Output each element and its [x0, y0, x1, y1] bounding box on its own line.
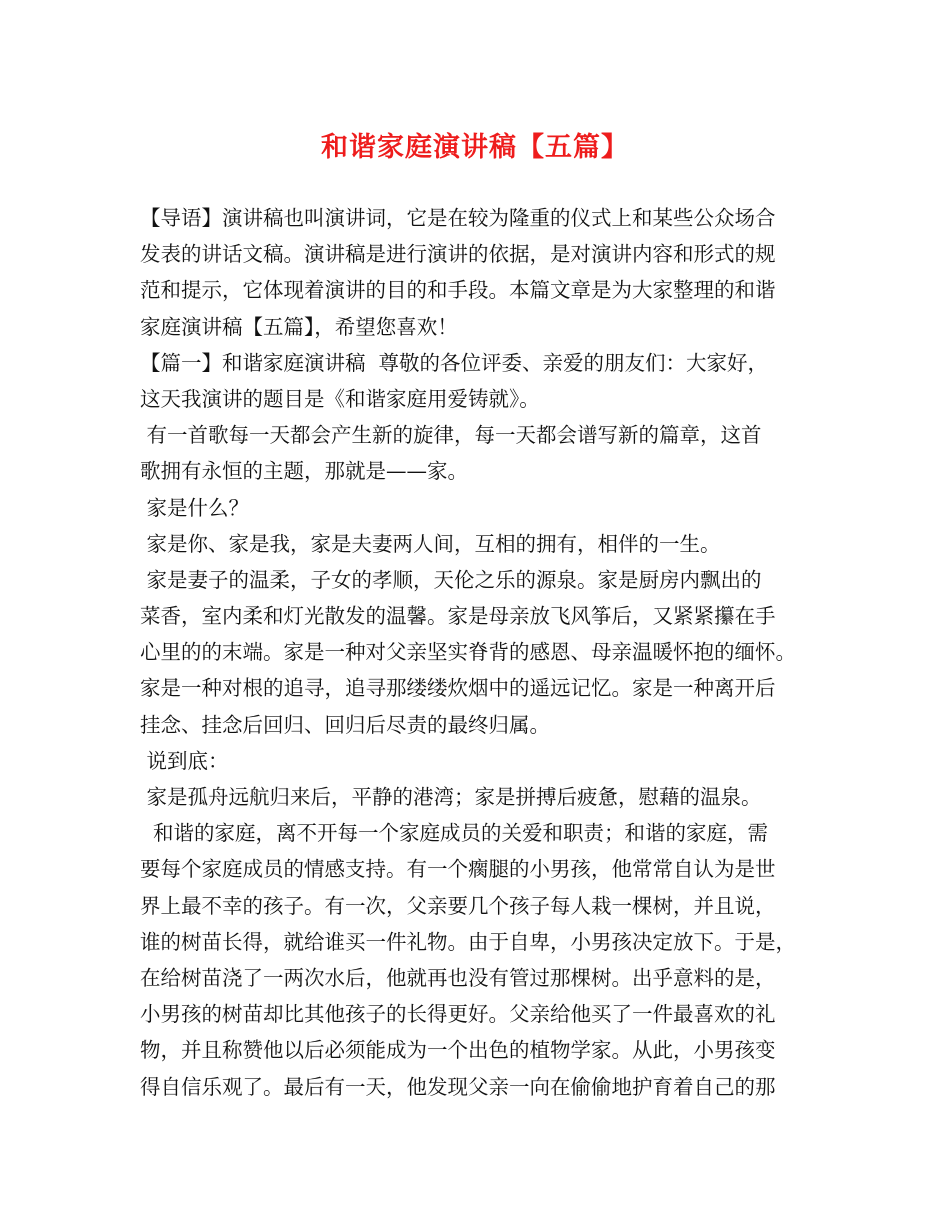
- body-text-line: 【篇一】和谐家庭演讲稿 尊敬的各位评委、亲爱的朋友们：大家好，: [140, 350, 769, 375]
- body-text-line: 家是孤舟远航归来后，平静的港湾；家是拼搏后疲惫，慰藉的温泉。: [140, 785, 762, 809]
- body-text-line: 说到底：: [140, 748, 229, 773]
- body-text-line: 歌拥有永恒的主题，那就是——家。: [140, 459, 468, 484]
- body-text-line: 物，并且称赞他以后必须能成为一个出色的植物学家。从此，小男孩变: [140, 1038, 776, 1063]
- body-text-line: 家是什么？: [140, 495, 250, 520]
- body-text-line: 发表的讲话文稿。演讲稿是进行演讲的依据，是对演讲内容和形式的规: [140, 242, 776, 267]
- body-text-line: 谁的树苗长得，就给谁买一件礼物。由于自卑，小男孩决定放下。于是，: [140, 929, 796, 954]
- body-text-line: 和谐的家庭，离不开每一个家庭成员的关爱和职责；和谐的家庭，需: [140, 821, 769, 846]
- body-text-line: 界上最不幸的孩子。有一次，父亲要几个孩子每人栽一棵树，并且说，: [140, 893, 776, 918]
- body-text-line: 家是一种对根的追寻，追寻那缕缕炊烟中的遥远记忆。家是一种离开后: [140, 676, 776, 701]
- document-title: 和谐家庭演讲稿【五篇】: [321, 132, 629, 163]
- body-text-line: 要每个家庭成员的情感支持。有一个瘸腿的小男孩，他常常自认为是世: [140, 857, 776, 882]
- body-text-line: 菜香，室内柔和灯光散发的温馨。家是母亲放飞风筝后，又紧紧攥在手: [140, 604, 776, 629]
- body-text-line: 家庭演讲稿【五篇】，希望您喜欢！: [140, 314, 458, 339]
- body-text-line: 小男孩的树苗却比其他孩子的长得更好。父亲给他买了一件最喜欢的礼: [140, 1002, 776, 1027]
- body-text-line: 这天我演讲的题目是《和谐家庭用爱铸就》。: [140, 386, 540, 411]
- document-body: [140, 200, 830, 1105]
- body-text-line: 挂念、挂念后回归、回归后尽责的最终归属。: [140, 712, 550, 737]
- body-text-line: 心里的的末端。家是一种对父亲坚实脊背的感恩、母亲温暖怀抱的缅怀。: [140, 640, 796, 665]
- body-text-line: 范和提示，它体现着演讲的目的和手段。本篇文章是为大家整理的和谐: [140, 278, 776, 303]
- body-text-line: 在给树苗浇了一两次水后，他就再也没有管过那棵树。出乎意料的是，: [140, 965, 776, 990]
- body-text-line: 有一首歌每一天都会产生新的旋律，每一天都会谱写新的篇章，这首: [140, 423, 762, 448]
- body-text-line: 【导语】演讲稿也叫演讲词，它是在较为隆重的仪式上和某些公众场合: [140, 206, 776, 230]
- body-text-line: 得自信乐观了。最后有一天，他发现父亲一向在偷偷地护育着自己的那: [140, 1074, 776, 1099]
- body-text-line: 家是你、家是我，家是夫妻两人间，互相的拥有，相伴的一生。: [140, 531, 721, 556]
- body-text-line: 家是妻子的温柔，子女的孝顺，天伦之乐的源泉。家是厨房内飘出的: [140, 567, 762, 592]
